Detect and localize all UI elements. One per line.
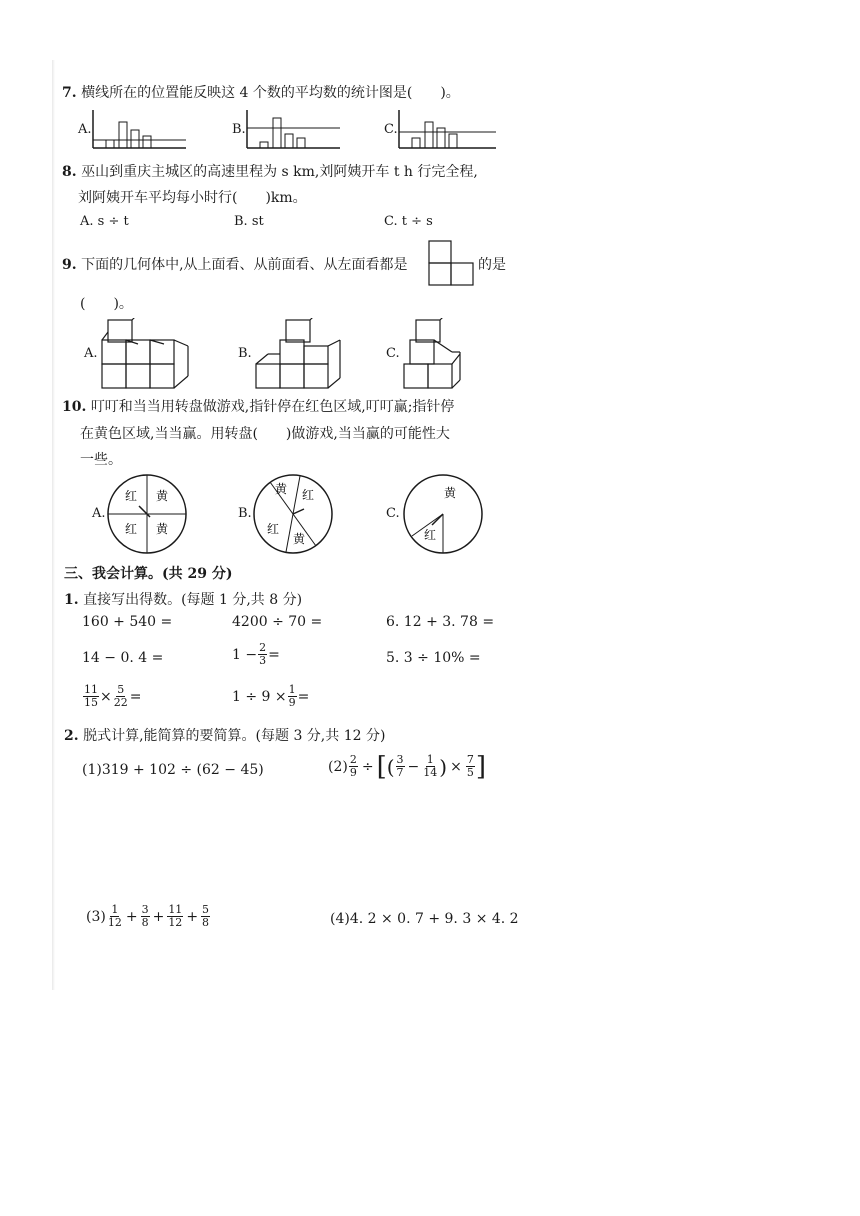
numerator: 11 <box>84 683 98 696</box>
fraction <box>167 904 183 929</box>
bar-chart-option-a <box>92 108 188 150</box>
question-number: 10. <box>62 399 87 415</box>
expr-part: ÷ <box>361 758 374 775</box>
expr-part: + <box>152 908 165 925</box>
calc-item: 5. 3 ÷ 10% = <box>386 650 481 666</box>
denominator: 5 <box>466 766 474 779</box>
fraction <box>83 684 99 709</box>
question-text-line2: 刘阿姨开车平均每小时行( )km。 <box>78 190 307 206</box>
part-number: 2. <box>64 728 79 744</box>
problem-4: (4)4. 2 × 0. 7 + 9. 3 × 4. 2 <box>330 911 519 927</box>
fraction <box>113 684 129 709</box>
part-title: 直接写出得数。(每题 1 分,共 8 分) <box>83 592 303 608</box>
expr-part: + <box>125 908 138 925</box>
denominator: 12 <box>168 916 183 929</box>
numerator: 3 <box>396 753 404 766</box>
region-label-yellow: 黄 <box>156 489 169 503</box>
question-number: 7. <box>62 85 77 101</box>
problem-2 <box>328 751 486 782</box>
left-paren: ( <box>386 754 395 779</box>
option-label: A. <box>78 122 92 137</box>
view-shape-icon <box>428 240 476 286</box>
question-text-after: 的是 <box>478 257 506 273</box>
part-title: 脱式计算,能简算的要简算。(每题 3 分,共 12 分) <box>83 728 386 744</box>
denominator: 3 <box>259 654 267 667</box>
denominator: 14 <box>423 766 438 779</box>
expr-part: − <box>407 758 420 775</box>
fraction <box>422 754 438 779</box>
fraction <box>107 904 123 929</box>
numerator: 5 <box>202 903 210 916</box>
denominator: 8 <box>202 916 210 929</box>
spinner-option-c <box>402 473 484 555</box>
region-label-red: 红 <box>125 522 138 536</box>
answer-blank: ( )。 <box>80 296 133 312</box>
fraction <box>396 754 405 779</box>
expr-part: 1 ÷ 9 × <box>232 688 287 705</box>
bar-chart-option-c <box>398 108 498 150</box>
option-label: A. <box>84 346 98 361</box>
option-label: C. <box>386 346 400 361</box>
left-bracket: [ <box>376 751 387 782</box>
numerator: 2 <box>259 641 267 654</box>
option-c: C. t ÷ s <box>384 214 433 229</box>
part-1-heading <box>64 589 302 609</box>
fraction <box>258 642 267 667</box>
expr-part: 1 − <box>232 646 258 663</box>
denominator: 7 <box>396 766 404 779</box>
fraction <box>288 684 297 709</box>
calc-item <box>232 642 280 667</box>
part-number: 1. <box>64 592 79 608</box>
expr-part: = <box>129 688 142 705</box>
right-bracket: ] <box>475 751 486 782</box>
region-label-red: 红 <box>267 522 280 536</box>
expr-part: = <box>297 688 310 705</box>
numerator: 7 <box>466 753 474 766</box>
region-label-red: 红 <box>302 488 315 502</box>
option-b: B. st <box>234 214 264 229</box>
question-8 <box>62 161 478 181</box>
expr-part: (2) <box>328 758 348 775</box>
question-number: 8. <box>62 164 77 180</box>
scan-shadow <box>52 60 55 990</box>
question-text: 巫山到重庆主城区的高速里程为 s km,刘阿姨开车 t h 行完全程, <box>81 164 478 180</box>
option-label: C. <box>386 506 400 521</box>
question-text-line3: 一些。 <box>80 452 122 468</box>
fraction <box>466 754 475 779</box>
question-text: 叮叮和当当用转盘做游戏,指针停在红色区域,叮叮赢;指针停 <box>90 399 455 415</box>
question-text: 横线所在的位置能反映这 4 个数的平均数的统计图是( )。 <box>81 85 460 101</box>
expr-part: = <box>268 646 280 663</box>
calc-item <box>232 684 309 709</box>
numerator: 2 <box>349 753 357 766</box>
spinner-option-b <box>252 473 334 555</box>
part-2-heading <box>64 725 385 745</box>
cube-solid-option-b <box>252 318 352 390</box>
option-a: A. s ÷ t <box>80 214 129 229</box>
problem-1: (1)319 + 102 ÷ (62 − 45) <box>82 762 264 778</box>
option-label: A. <box>92 506 106 521</box>
numerator: 3 <box>141 903 149 916</box>
denominator: 8 <box>141 916 149 929</box>
calc-item <box>82 684 141 709</box>
question-9 <box>62 254 408 274</box>
right-paren: ) <box>439 754 448 779</box>
region-label-yellow: 黄 <box>156 522 169 536</box>
calc-item: 4200 ÷ 70 = <box>232 614 323 630</box>
denominator: 9 <box>288 696 296 709</box>
fraction <box>141 904 150 929</box>
region-label-yellow: 黄 <box>444 486 457 500</box>
option-label: B. <box>238 346 252 361</box>
section-title: 三、我会计算。(共 29 分) <box>64 566 233 582</box>
question-7 <box>62 82 460 102</box>
denominator: 12 <box>107 916 122 929</box>
option-label: B. <box>232 122 246 137</box>
region-label-yellow: 黄 <box>275 482 288 496</box>
calc-item: 6. 12 + 3. 78 = <box>386 614 495 630</box>
region-label-red: 红 <box>125 489 138 503</box>
option-label: C. <box>384 122 398 137</box>
numerator: 5 <box>117 683 125 696</box>
numerator: 1 <box>288 683 296 696</box>
calc-item: 14 − 0. 4 = <box>82 650 164 666</box>
numerator: 11 <box>168 903 183 916</box>
calc-item: 160 + 540 = <box>82 614 173 630</box>
expr-part: × <box>450 758 462 775</box>
expr-part: × <box>100 688 112 705</box>
spinner-option-a <box>106 473 188 555</box>
cube-solid-option-c <box>400 318 480 390</box>
denominator: 15 <box>84 696 98 709</box>
denominator: 9 <box>349 766 357 779</box>
option-label: B. <box>238 506 252 521</box>
bar-chart-option-b <box>246 108 342 150</box>
numerator: 1 <box>426 753 434 766</box>
region-label-red: 红 <box>424 528 437 542</box>
question-10 <box>62 396 454 416</box>
question-text: 下面的几何体中,从上面看、从前面看、从左面看都是 <box>81 257 408 273</box>
expr-part: + <box>186 908 199 925</box>
cube-solid-option-a <box>98 318 198 390</box>
denominator: 22 <box>113 696 128 709</box>
problem-3 <box>86 904 211 929</box>
region-label-yellow: 黄 <box>293 532 306 546</box>
numerator: 1 <box>111 903 119 916</box>
expr-part: (3) <box>86 908 106 925</box>
question-text-line2: 在黄色区域,当当赢。用转盘( )做游戏,当当赢的可能性大 <box>80 426 450 442</box>
fraction <box>349 754 358 779</box>
question-number: 9. <box>62 257 77 273</box>
fraction <box>201 904 210 929</box>
